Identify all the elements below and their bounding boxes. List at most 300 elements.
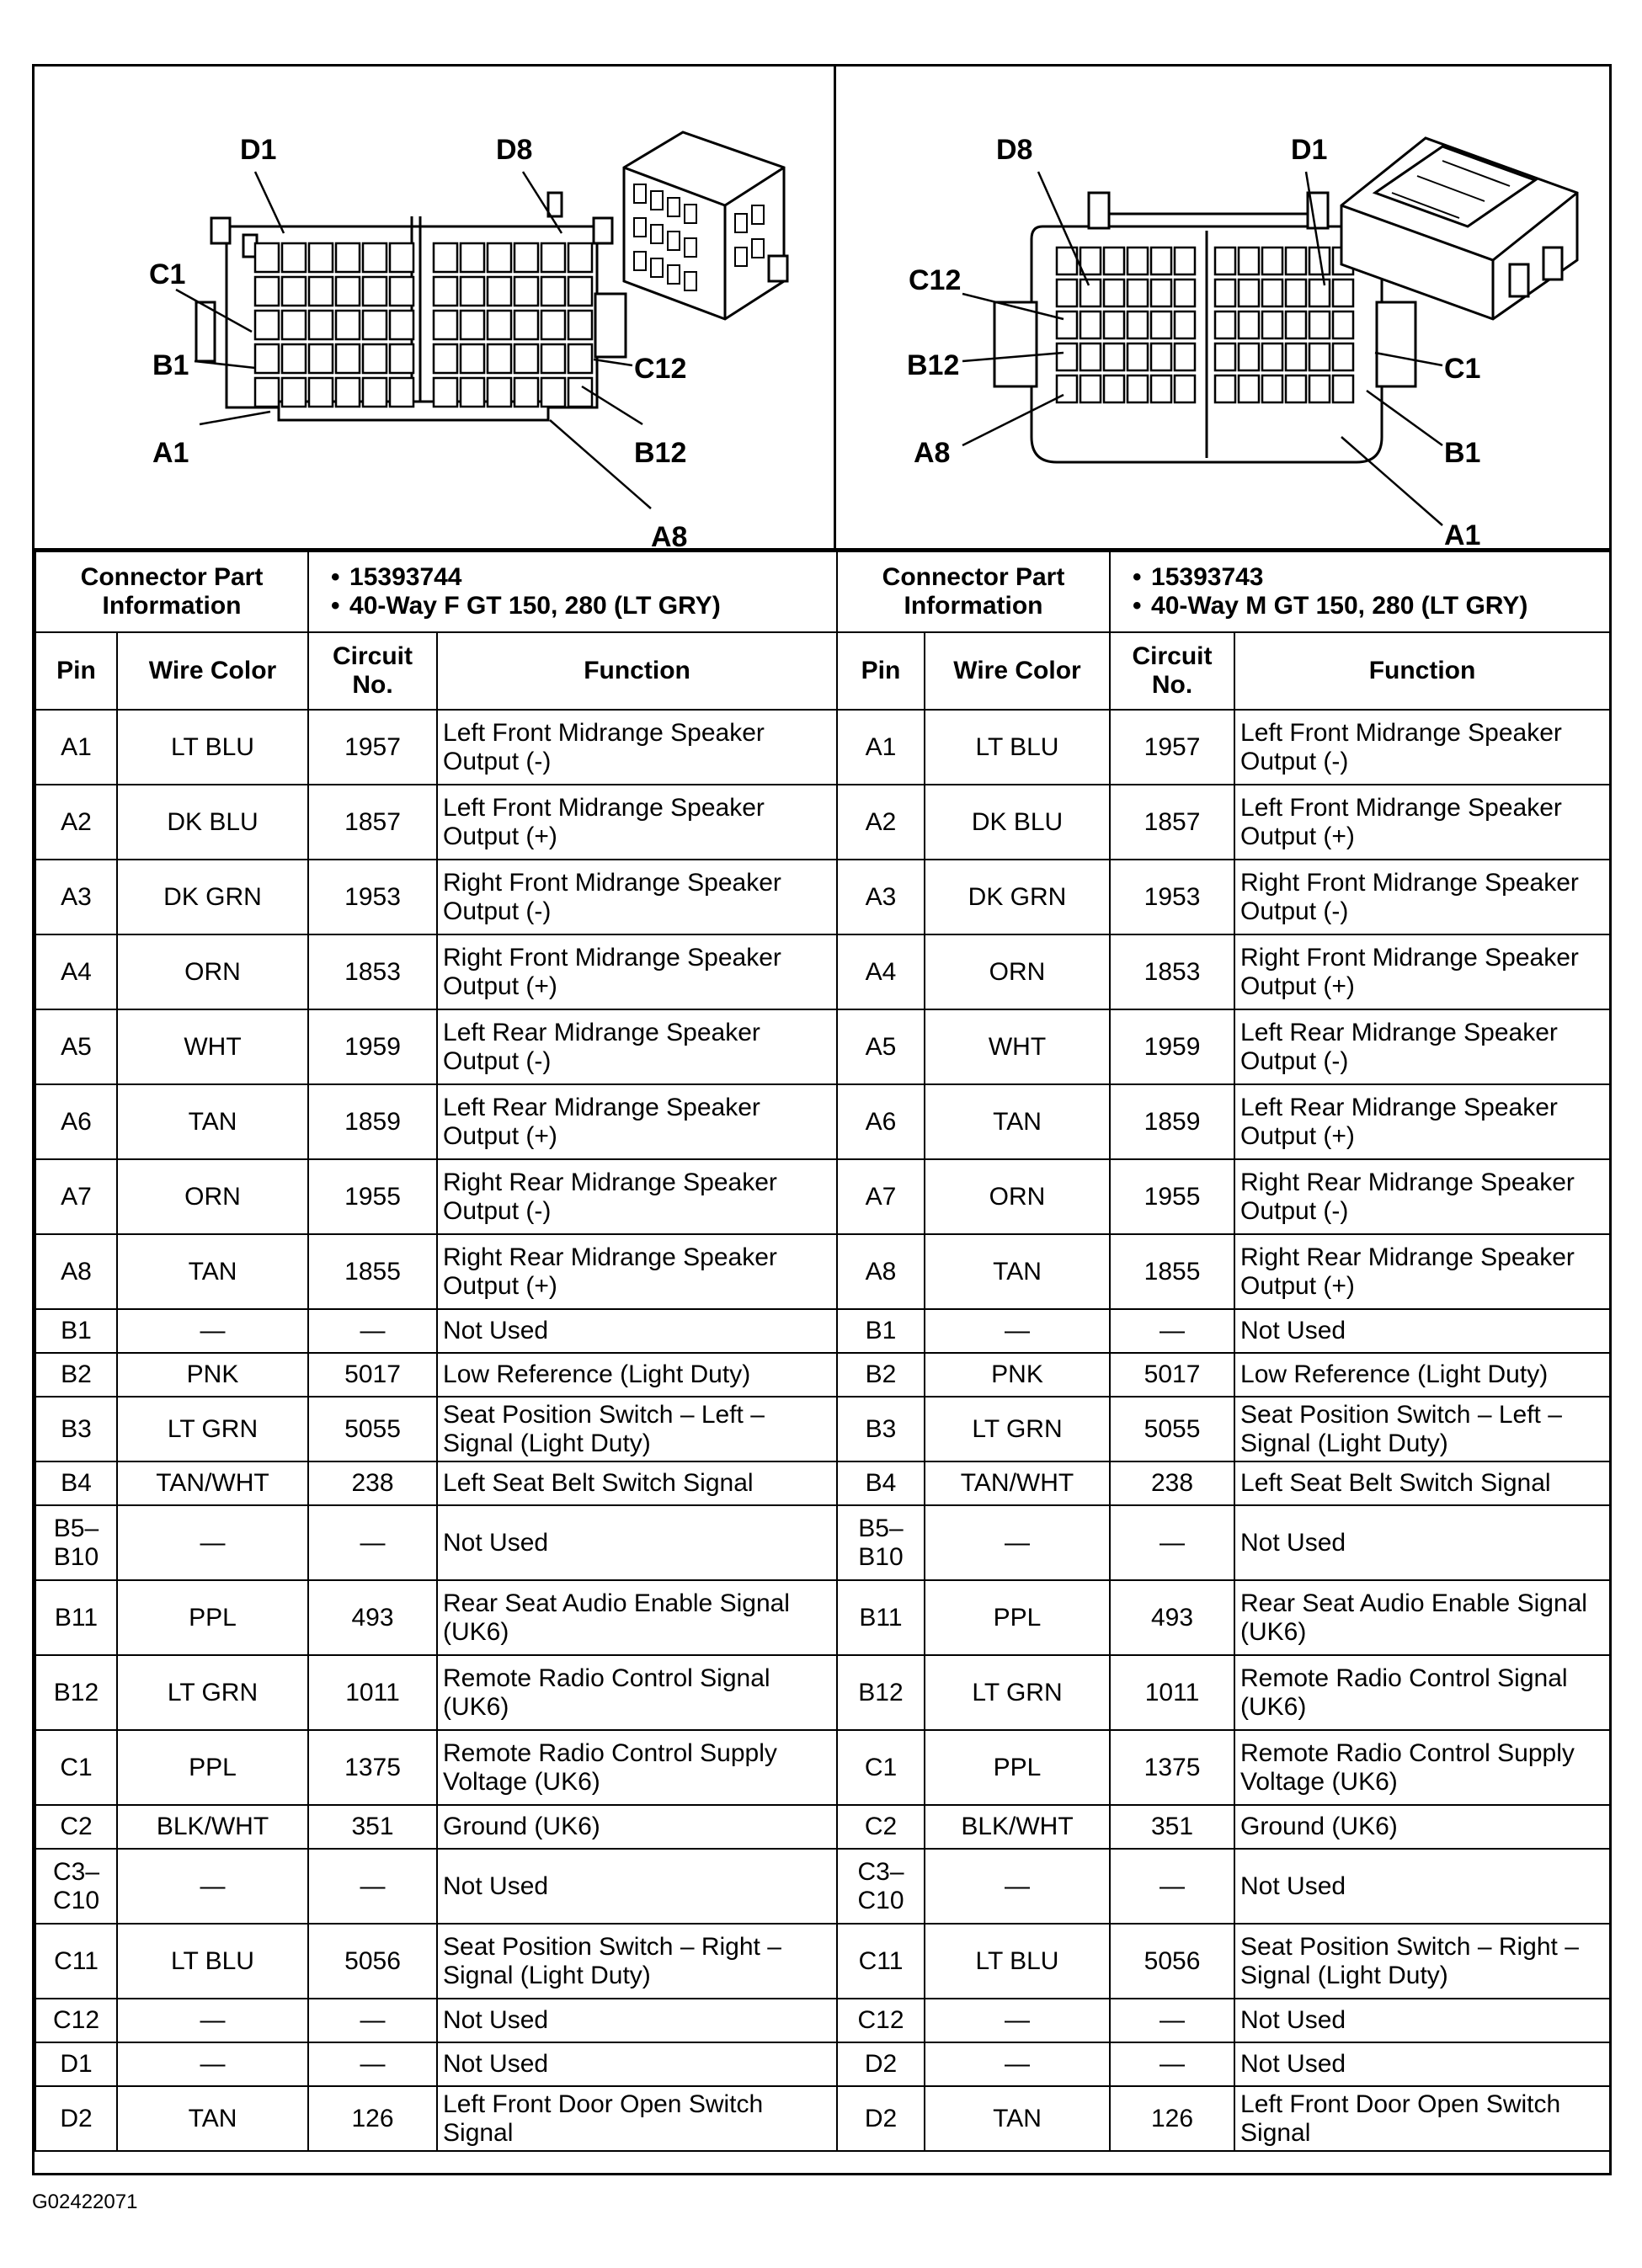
- terminal-cavity: [1080, 248, 1101, 274]
- wire-color-cell: TAN: [925, 1234, 1110, 1309]
- pin-cell: A2: [35, 785, 117, 860]
- female-connector-drawing: [35, 67, 834, 548]
- circuit-cell: 238: [308, 1461, 437, 1505]
- terminal-cavity: [363, 378, 387, 407]
- pin-cell: B1: [35, 1309, 117, 1353]
- terminal-cavity: [1175, 248, 1195, 274]
- pin-cell: C3–C10: [837, 1849, 925, 1924]
- terminal-cavity: [541, 277, 565, 306]
- function-cell: Remote Radio Control Supply Voltage (UK6): [437, 1730, 837, 1805]
- terminal-cavity: [1262, 343, 1282, 370]
- table-row: [837, 2086, 1610, 2151]
- function-cell: Remote Radio Control Signal (UK6): [437, 1655, 837, 1730]
- pin-cell: B2: [837, 1353, 925, 1397]
- terminal-cavity: [1262, 311, 1282, 338]
- pin-cell: A1: [837, 710, 925, 785]
- terminal-cavity: [1239, 375, 1259, 402]
- wire-color-cell: TAN: [117, 2086, 308, 2151]
- terminal-cavity: [1151, 375, 1171, 402]
- terminal-cavity: [1215, 280, 1235, 306]
- wire-color-cell: TAN: [925, 1084, 1110, 1159]
- table-row: [837, 1009, 1610, 1084]
- function-cell: Not Used: [1234, 1505, 1610, 1580]
- terminal-cavity: [363, 277, 387, 306]
- terminal-cavity: [1309, 343, 1330, 370]
- function-cell: Rear Seat Audio Enable Signal (UK6): [1234, 1580, 1610, 1655]
- terminal-cavity: [1215, 375, 1235, 402]
- terminal-cavity: [336, 243, 360, 272]
- pin-cell: D2: [837, 2042, 925, 2086]
- wire-color-cell: —: [117, 2042, 308, 2086]
- wire-color-cell: —: [925, 1999, 1110, 2042]
- table-row: [35, 2042, 837, 2086]
- terminal-cavity: [1175, 280, 1195, 306]
- pin-cell: B12: [35, 1655, 117, 1730]
- wire-color-cell: DK BLU: [117, 785, 308, 860]
- function-cell: Ground (UK6): [437, 1805, 837, 1849]
- table-row: [837, 1580, 1610, 1655]
- function-cell: Not Used: [1234, 2042, 1610, 2086]
- table-row: [837, 1353, 1610, 1397]
- header-function: Function: [437, 632, 837, 710]
- table-row: [837, 1730, 1610, 1805]
- connector-description: • 40-Way F GT 150, 280 (LT GRY): [331, 592, 831, 620]
- table-row: [837, 1084, 1610, 1159]
- circuit-cell: 126: [308, 2086, 437, 2151]
- function-cell: Right Rear Midrange Speaker Output (-): [437, 1159, 837, 1234]
- function-cell: Right Front Midrange Speaker Output (-): [1234, 860, 1610, 934]
- terminal-cavity: [488, 378, 511, 407]
- wire-color-cell: LT BLU: [925, 710, 1110, 785]
- circuit-cell: 1955: [1110, 1159, 1234, 1234]
- table-row: [35, 785, 837, 860]
- pin-cell: C2: [837, 1805, 925, 1849]
- pin-cell: B5–B10: [35, 1505, 117, 1580]
- circuit-cell: 1853: [1110, 934, 1234, 1009]
- terminal-cavity: [488, 277, 511, 306]
- pin-cell: B4: [35, 1461, 117, 1505]
- callout-a8: A8: [914, 437, 951, 469]
- terminal-cavity: [255, 378, 279, 407]
- terminal-cavity: [541, 243, 565, 272]
- wire-color-cell: WHT: [117, 1009, 308, 1084]
- wire-color-cell: WHT: [925, 1009, 1110, 1084]
- circuit-cell: —: [308, 1309, 437, 1353]
- wire-color-cell: ORN: [117, 1159, 308, 1234]
- circuit-cell: 1375: [1110, 1730, 1234, 1805]
- callout-c12: C12: [634, 353, 687, 385]
- terminal-cavity: [255, 277, 279, 306]
- pin-cell: D2: [837, 2086, 925, 2151]
- circuit-cell: —: [1110, 1309, 1234, 1353]
- terminal-cavity: [434, 344, 457, 373]
- terminal-cavity: [461, 277, 484, 306]
- pin-cell: A5: [837, 1009, 925, 1084]
- terminal-cavity: [1286, 311, 1306, 338]
- terminal-cavity: [434, 378, 457, 407]
- terminal-cavity: [1128, 343, 1148, 370]
- pin-cell: B4: [837, 1461, 925, 1505]
- terminal-cavity: [1333, 311, 1353, 338]
- terminal-cavity: [1309, 311, 1330, 338]
- pin-cell: A8: [837, 1234, 925, 1309]
- connector-info-row: [837, 551, 1610, 632]
- terminal-cavity: [461, 378, 484, 407]
- circuit-cell: 5056: [308, 1924, 437, 1999]
- connector-sheet: [32, 64, 1612, 2175]
- callout-d1: D1: [240, 134, 277, 166]
- circuit-cell: 5017: [308, 1353, 437, 1397]
- male-connector-illustration: [836, 67, 1609, 548]
- function-cell: Left Rear Midrange Speaker Output (-): [437, 1009, 837, 1084]
- circuit-cell: 1957: [308, 710, 437, 785]
- pin-cell: D1: [35, 2042, 117, 2086]
- wire-color-cell: TAN: [117, 1084, 308, 1159]
- terminal-cavity: [1262, 280, 1282, 306]
- terminal-cavity: [1080, 375, 1101, 402]
- terminal-cavity: [568, 243, 592, 272]
- circuit-cell: 1859: [1110, 1084, 1234, 1159]
- circuit-cell: 1853: [308, 934, 437, 1009]
- callout-a1: A1: [1444, 519, 1481, 548]
- terminal-cavity: [541, 311, 565, 339]
- circuit-cell: —: [308, 2042, 437, 2086]
- pin-cell: C11: [837, 1924, 925, 1999]
- table-row: [35, 934, 837, 1009]
- terminal-cavity: [336, 311, 360, 339]
- connector-info-values: [308, 551, 837, 632]
- table-row: [35, 1461, 837, 1505]
- wire-color-cell: —: [117, 1999, 308, 2042]
- circuit-cell: 1855: [1110, 1234, 1234, 1309]
- table-row: [35, 1009, 837, 1084]
- pin-cell: C11: [35, 1924, 117, 1999]
- callout-d1: D1: [1291, 134, 1328, 166]
- terminal-cavity: [541, 378, 565, 407]
- wire-color-cell: TAN: [117, 1234, 308, 1309]
- terminal-cavity: [363, 344, 387, 373]
- table-row: [837, 1309, 1610, 1353]
- terminal-cavity: [282, 311, 306, 339]
- terminal-cavity: [336, 277, 360, 306]
- table-row: [35, 1505, 837, 1580]
- terminal-cavity: [282, 378, 306, 407]
- function-cell: Left Rear Midrange Speaker Output (+): [1234, 1084, 1610, 1159]
- header-circuit: Circuit No.: [308, 632, 437, 710]
- wire-color-cell: LT BLU: [925, 1924, 1110, 1999]
- terminal-cavity: [568, 277, 592, 306]
- function-cell: Seat Position Switch – Left – Signal (Light Duty): [437, 1397, 837, 1461]
- terminal-cavity: [309, 378, 333, 407]
- terminal-cavity: [1080, 280, 1101, 306]
- table-row: [35, 1353, 837, 1397]
- callout-d8: D8: [996, 134, 1033, 166]
- wire-color-cell: DK BLU: [925, 785, 1110, 860]
- circuit-cell: —: [1110, 2042, 1234, 2086]
- header-function: Function: [1234, 632, 1610, 710]
- terminal-cavity: [568, 311, 592, 339]
- function-cell: Low Reference (Light Duty): [1234, 1353, 1610, 1397]
- function-cell: Right Rear Midrange Speaker Output (-): [1234, 1159, 1610, 1234]
- pin-cell: B11: [837, 1580, 925, 1655]
- wire-color-cell: —: [925, 1849, 1110, 1924]
- wire-color-cell: PPL: [117, 1580, 308, 1655]
- callout-a8: A8: [651, 521, 688, 548]
- wire-color-cell: LT BLU: [117, 1924, 308, 1999]
- function-cell: Ground (UK6): [1234, 1805, 1610, 1849]
- function-cell: Not Used: [437, 1309, 837, 1353]
- function-cell: Right Front Midrange Speaker Output (-): [437, 860, 837, 934]
- circuit-cell: 1957: [1110, 710, 1234, 785]
- circuit-cell: 1955: [308, 1159, 437, 1234]
- figure-id: G02422071: [32, 2191, 138, 2213]
- circuit-cell: —: [1110, 1849, 1234, 1924]
- terminal-cavity: [1262, 375, 1282, 402]
- wire-color-cell: DK GRN: [925, 860, 1110, 934]
- function-cell: Left Rear Midrange Speaker Output (-): [1234, 1009, 1610, 1084]
- terminal-cavity: [1333, 375, 1353, 402]
- function-cell: Not Used: [437, 2042, 837, 2086]
- table-row: [35, 1397, 837, 1461]
- header-pin: Pin: [35, 632, 117, 710]
- terminal-cavity: [1215, 311, 1235, 338]
- function-cell: Left Front Midrange Speaker Output (-): [437, 710, 837, 785]
- function-cell: Right Rear Midrange Speaker Output (+): [437, 1234, 837, 1309]
- terminal-cavity: [390, 378, 413, 407]
- terminal-cavity: [1286, 343, 1306, 370]
- header-circuit: Circuit No.: [1110, 632, 1234, 710]
- table-row: [35, 1924, 837, 1999]
- table-row: [837, 1505, 1610, 1580]
- function-cell: Not Used: [437, 1505, 837, 1580]
- terminal-cavity: [1333, 343, 1353, 370]
- pin-cell: A6: [35, 1084, 117, 1159]
- terminal-cavity: [1286, 280, 1306, 306]
- terminal-cavity: [1175, 375, 1195, 402]
- circuit-cell: 1011: [1110, 1655, 1234, 1730]
- terminal-cavity: [434, 277, 457, 306]
- male-connector-drawing: [836, 67, 1609, 548]
- table-row: [35, 1234, 837, 1309]
- part-number: • 15393744: [331, 563, 831, 592]
- function-cell: Left Seat Belt Switch Signal: [437, 1461, 837, 1505]
- connector-info-label: Connector Part Information: [35, 551, 308, 632]
- terminal-cavity: [1151, 280, 1171, 306]
- pin-cell: A2: [837, 785, 925, 860]
- terminal-cavity: [1128, 311, 1148, 338]
- female-connector-illustration: [35, 67, 836, 548]
- terminal-cavity: [282, 277, 306, 306]
- circuit-cell: 351: [308, 1805, 437, 1849]
- wire-color-cell: LT GRN: [925, 1397, 1110, 1461]
- terminal-cavity: [514, 378, 538, 407]
- terminal-cavity: [488, 243, 511, 272]
- wire-color-cell: LT GRN: [117, 1397, 308, 1461]
- header-wire-color: Wire Color: [117, 632, 308, 710]
- wire-color-cell: PPL: [117, 1730, 308, 1805]
- table-row: [837, 2042, 1610, 2086]
- terminal-cavity: [568, 344, 592, 373]
- terminal-cavity: [363, 243, 387, 272]
- terminal-cavity: [541, 344, 565, 373]
- terminal-cavity: [1309, 375, 1330, 402]
- function-cell: Seat Position Switch – Left – Signal (Light Duty): [1234, 1397, 1610, 1461]
- table-row: [837, 785, 1610, 860]
- table-row: [35, 710, 837, 785]
- callout-c12: C12: [909, 264, 962, 296]
- wire-color-cell: PPL: [925, 1580, 1110, 1655]
- terminal-cavity: [1128, 248, 1148, 274]
- circuit-cell: 1375: [308, 1730, 437, 1805]
- connector-info-row: [35, 551, 837, 632]
- pin-cell: B3: [837, 1397, 925, 1461]
- header-pin: Pin: [837, 632, 925, 710]
- table-row: [35, 1999, 837, 2042]
- pin-cell: A4: [837, 934, 925, 1009]
- function-cell: Right Rear Midrange Speaker Output (+): [1234, 1234, 1610, 1309]
- function-cell: Rear Seat Audio Enable Signal (UK6): [437, 1580, 837, 1655]
- part-number: • 15393743: [1133, 563, 1604, 592]
- table-row: [35, 1805, 837, 1849]
- terminal-cavity: [1239, 248, 1259, 274]
- table-row: [837, 1924, 1610, 1999]
- circuit-cell: 126: [1110, 2086, 1234, 2151]
- wire-color-cell: —: [925, 2042, 1110, 2086]
- circuit-cell: —: [308, 1849, 437, 1924]
- table-row: [35, 1730, 837, 1805]
- callout-a1: A1: [152, 437, 189, 469]
- circuit-cell: —: [308, 1505, 437, 1580]
- wire-color-cell: —: [117, 1505, 308, 1580]
- terminal-cavity: [390, 277, 413, 306]
- pin-cell: A3: [837, 860, 925, 934]
- circuit-cell: 1953: [1110, 860, 1234, 934]
- pin-cell: B2: [35, 1353, 117, 1397]
- table-row: [837, 1397, 1610, 1461]
- terminal-cavity: [1151, 311, 1171, 338]
- terminal-cavity: [1080, 311, 1101, 338]
- terminal-cavity: [1128, 375, 1148, 402]
- wire-color-cell: PPL: [925, 1730, 1110, 1805]
- terminal-cavity: [390, 311, 413, 339]
- circuit-cell: 1859: [308, 1084, 437, 1159]
- terminal-cavity: [1104, 343, 1124, 370]
- table-row: [837, 934, 1610, 1009]
- function-cell: Not Used: [1234, 1849, 1610, 1924]
- terminal-cavity: [1080, 343, 1101, 370]
- table-row: [35, 1309, 837, 1353]
- terminal-cavity: [514, 311, 538, 339]
- pin-cell: A4: [35, 934, 117, 1009]
- function-cell: Not Used: [437, 1849, 837, 1924]
- wire-color-cell: TAN: [925, 2086, 1110, 2151]
- callout-b12: B12: [634, 437, 687, 469]
- function-cell: Left Rear Midrange Speaker Output (+): [437, 1084, 837, 1159]
- circuit-cell: —: [1110, 1505, 1234, 1580]
- table-row: [837, 1999, 1610, 2042]
- terminal-cavity: [1239, 280, 1259, 306]
- circuit-cell: 1857: [1110, 785, 1234, 860]
- pin-cell: A7: [837, 1159, 925, 1234]
- circuit-cell: 5056: [1110, 1924, 1234, 1999]
- wire-color-cell: PNK: [117, 1353, 308, 1397]
- pin-cell: B3: [35, 1397, 117, 1461]
- table-row: [35, 1655, 837, 1730]
- circuit-cell: 493: [1110, 1580, 1234, 1655]
- pin-cell: B12: [837, 1655, 925, 1730]
- terminal-cavity: [1309, 280, 1330, 306]
- wire-color-cell: LT BLU: [117, 710, 308, 785]
- pin-cell: A1: [35, 710, 117, 785]
- function-cell: Left Seat Belt Switch Signal: [1234, 1461, 1610, 1505]
- female-connector-iso-view: [624, 132, 787, 319]
- pin-cell: D2: [35, 2086, 117, 2151]
- circuit-cell: 351: [1110, 1805, 1234, 1849]
- male-pin-rows: [837, 710, 1610, 2151]
- terminal-cavity: [1239, 311, 1259, 338]
- function-cell: Not Used: [1234, 1999, 1610, 2042]
- terminal-cavity: [1057, 375, 1077, 402]
- table-row: [837, 1159, 1610, 1234]
- function-cell: Left Front Midrange Speaker Output (+): [437, 785, 837, 860]
- terminal-cavity: [568, 378, 592, 407]
- terminal-cavity: [461, 243, 484, 272]
- terminal-cavity: [1215, 248, 1235, 274]
- wire-color-cell: —: [925, 1505, 1110, 1580]
- table-row: [35, 1084, 837, 1159]
- pin-cell: C3–C10: [35, 1849, 117, 1924]
- terminal-cavity: [434, 243, 457, 272]
- function-cell: Left Front Midrange Speaker Output (-): [1234, 710, 1610, 785]
- terminal-cavity: [336, 378, 360, 407]
- terminal-cavity: [1286, 375, 1306, 402]
- circuit-cell: 5055: [308, 1397, 437, 1461]
- terminal-cavity: [1175, 343, 1195, 370]
- terminal-cavity: [1057, 280, 1077, 306]
- function-cell: Low Reference (Light Duty): [437, 1353, 837, 1397]
- wire-color-cell: —: [925, 1309, 1110, 1353]
- terminal-cavity: [1262, 248, 1282, 274]
- table-row: [837, 1849, 1610, 1924]
- function-cell: Right Front Midrange Speaker Output (+): [437, 934, 837, 1009]
- terminal-cavity: [309, 277, 333, 306]
- table-row: [837, 710, 1610, 785]
- pin-cell: C12: [837, 1999, 925, 2042]
- pin-cell: C12: [35, 1999, 117, 2042]
- terminal-cavity: [282, 344, 306, 373]
- callout-b1: B1: [1444, 437, 1481, 469]
- terminal-cavity: [309, 243, 333, 272]
- table-row: [837, 1234, 1610, 1309]
- terminal-cavity: [1286, 248, 1306, 274]
- wire-color-cell: ORN: [117, 934, 308, 1009]
- wire-color-cell: LT GRN: [117, 1655, 308, 1730]
- circuit-cell: 238: [1110, 1461, 1234, 1505]
- circuit-cell: —: [1110, 1999, 1234, 2042]
- terminal-cavity: [1057, 311, 1077, 338]
- terminal-cavity: [309, 344, 333, 373]
- terminal-cavity: [255, 243, 279, 272]
- terminal-cavity: [514, 277, 538, 306]
- function-cell: Left Front Door Open Switch Signal: [1234, 2086, 1610, 2151]
- wire-color-cell: —: [117, 1309, 308, 1353]
- callout-c1: C1: [1444, 353, 1481, 385]
- terminal-cavity: [514, 344, 538, 373]
- function-cell: Seat Position Switch – Right – Signal (Light Duty): [1234, 1924, 1610, 1999]
- wire-color-cell: BLK/WHT: [117, 1805, 308, 1849]
- pin-cell: A3: [35, 860, 117, 934]
- terminal-cavity: [1151, 343, 1171, 370]
